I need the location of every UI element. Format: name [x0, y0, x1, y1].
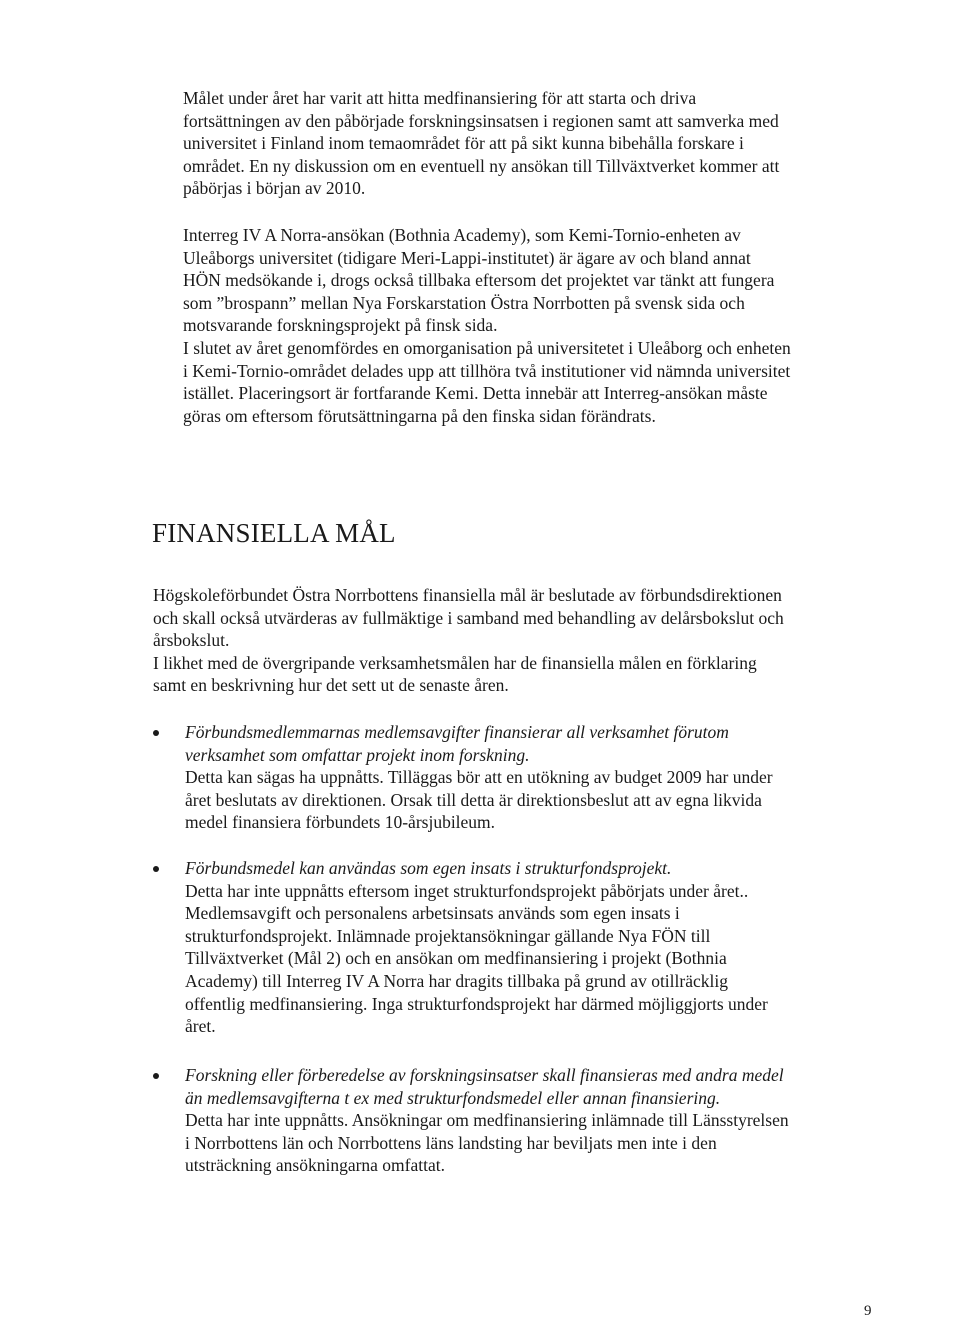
goal-title-line: Forskning eller förberedelse av forskningsinsatser skall finansieras med andra medel: [185, 1065, 784, 1085]
goal-body-line: medel finansiera förbundets 10-årsjubileum.: [185, 812, 496, 833]
bullet-icon: [153, 730, 159, 736]
goal-title-line: Förbundsmedel kan användas som egen insats i strukturfondsprojekt.: [185, 858, 672, 878]
intro-paragraph: [183, 87, 779, 200]
goal-body-line: offentlig medfinansiering. Inga strukturfondsprojekt har därmed möjliggjorts under: [185, 993, 768, 1014]
page-number: 9: [864, 1303, 872, 1319]
goal-body-line: Academy) till Interreg IV A Norra har dragits tillbaka på grund av otillräcklig: [185, 970, 728, 991]
text-line: istället. Placeringsort är fortfarande Kemi. Detta innebär att Interreg-ansökan måste: [183, 383, 768, 404]
text-line: universitet i Finland inom temaområdet för att på sikt kunna bibehålla forskare i: [183, 133, 744, 154]
interreg-paragraph: [183, 224, 791, 427]
text-line: i Kemi-Tornio-området delades upp att tillhöra två institutioner vid nämnda universitet: [183, 360, 791, 381]
text-line: påbörjas i början av 2010.: [183, 178, 366, 199]
text-line: I likhet med de övergripande verksamhetsmålen har de finansiella målen en förklaring: [153, 652, 757, 673]
goal-body-line: utsträckning ansökningarna omfattat.: [185, 1155, 445, 1176]
text-line: Uleåborgs universitet (tidigare Meri-Lappi-institutet) är ägare av och bland annat: [183, 247, 751, 268]
text-line: samt en beskrivning hur det sett ut de senaste åren.: [153, 675, 509, 696]
goal-body-line: Detta har inte uppnåtts. Ansökningar om medfinansiering inlämnade till Länsstyrelsen: [185, 1110, 789, 1131]
text-line: I slutet av året genomfördes en omorganisation på universitetet i Uleåborg och enheten: [183, 337, 791, 358]
text-line: Interreg IV A Norra-ansökan (Bothnia Academy), som Kemi-Tornio-enheten av: [183, 225, 741, 245]
goal-body-line: året.: [185, 1016, 216, 1037]
goal-title-line: än medlemsavgifterna t ex med strukturfondsmedel eller annan finansiering.: [185, 1087, 721, 1108]
text-line: som ”brospann” mellan Nya Forskarstation Östra Norrbotten på svensk sida och: [183, 292, 745, 313]
goal-body-line: året beslutats av direktionen. Orsak till detta är direktionsbeslut att av egna likvida: [185, 789, 762, 810]
goal-text: [185, 857, 768, 1038]
text-line: fortsättningen av den påbörjade forskningsinsatsen i regionen samt att samverka med: [183, 110, 779, 131]
text-line: Högskoleförbundet Östra Norrbottens finansiella mål är beslutade av förbundsdirektionen: [153, 585, 782, 605]
text-line: Målet under året har varit att hitta medfinansiering för att starta och driva: [183, 88, 697, 108]
goal-title-line: Förbundsmedlemmarnas medlemsavgifter finansierar all verksamhet förutom: [185, 722, 729, 742]
goal-body-line: Detta har inte uppnåtts eftersom inget strukturfondsprojekt påbörjats under året..: [185, 880, 749, 901]
bullet-icon: [153, 1073, 159, 1079]
goal-body-line: Detta kan sägas ha uppnåtts. Tilläggas bör att en utökning av budget 2009 har under: [185, 767, 773, 788]
text-line: området. En ny diskussion om en eventuell ny ansökan till Tillväxtverket kommer att: [183, 155, 780, 176]
text-line: motsvarande forskningsprojekt på finsk sida.: [183, 315, 498, 336]
section-heading: FINANSIELLA MÅL: [152, 518, 396, 548]
text-line: och skall också utvärderas av fullmäktige i samband med behandling av delårsbokslut och: [153, 607, 784, 628]
goal-text: [185, 721, 773, 834]
text-line: HÖN medsökande i, drogs också tillbaka eftersom det projektet var tänkt att fungera: [183, 270, 775, 291]
goal-body-line: Medlemsavgift och personalens arbetsinsats används som egen insats i: [185, 903, 680, 924]
goal-body-line: Tillväxtverket (Mål 2) och en ansökan om medfinansiering i projekt (Bothnia: [185, 948, 727, 969]
section-intro-paragraph: [153, 584, 784, 697]
goal-body-line: strukturfondsprojekt. Inlämnade projektansökningar gällande Nya FÖN till: [185, 925, 711, 946]
goal-text: [185, 1064, 789, 1177]
text-line: årsbokslut.: [153, 630, 230, 651]
goal-title-line: verksamhet som omfattar projekt inom forskning.: [185, 744, 530, 765]
goal-body-line: i Norrbottens län och Norrbottens läns landsting har beviljats men inte i den: [185, 1132, 717, 1153]
text-line: göras om eftersom förutsättningarna på den finska sidan förändrats.: [183, 405, 656, 426]
bullet-icon: [153, 866, 159, 872]
